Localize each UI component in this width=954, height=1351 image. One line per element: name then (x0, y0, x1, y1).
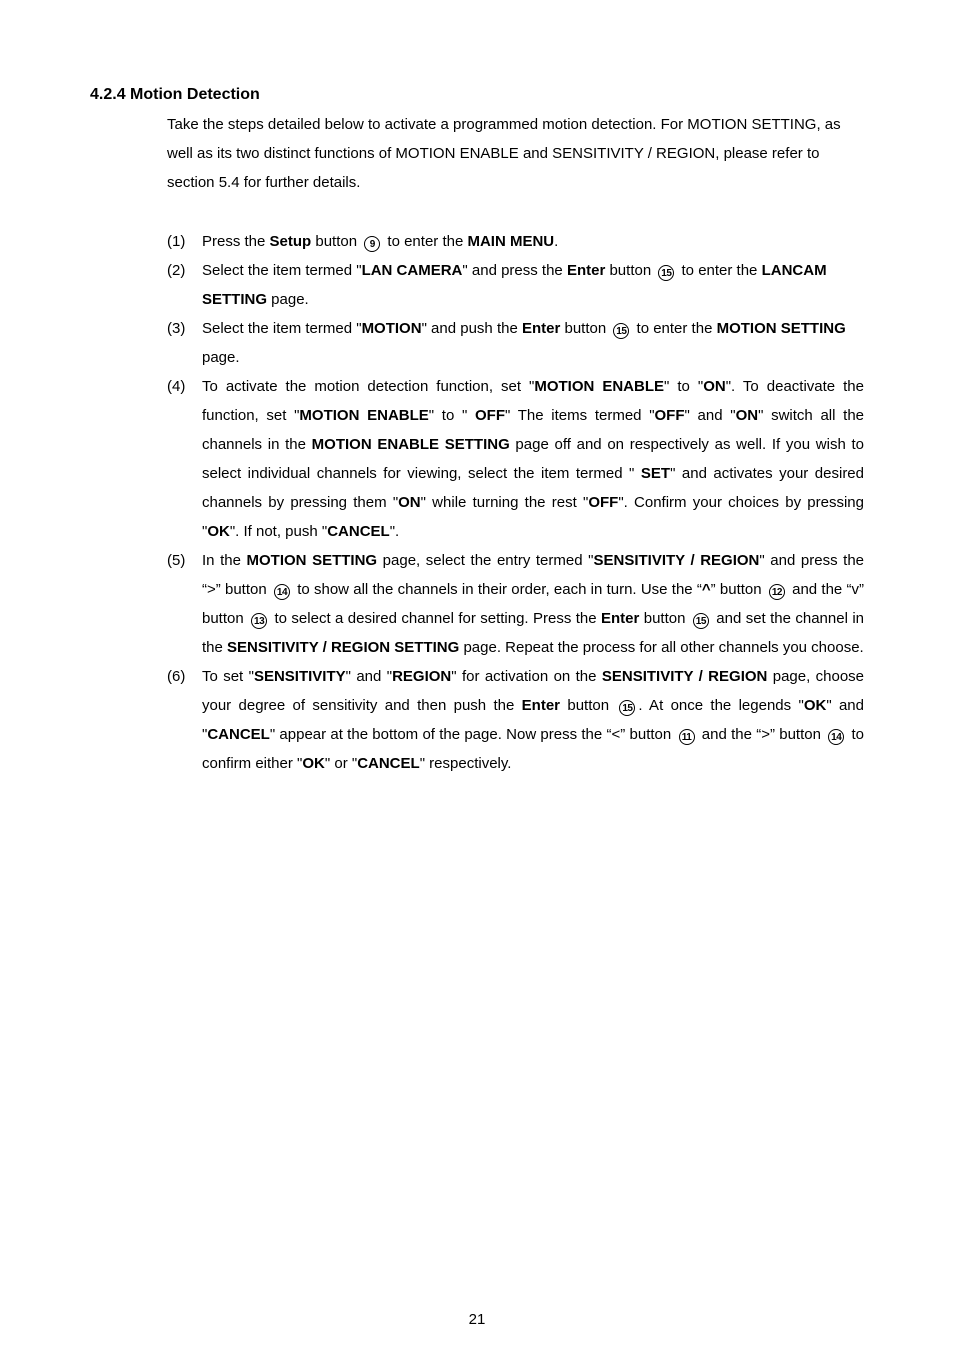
step-item (167, 662, 864, 778)
circled-number-icon: 14 (828, 729, 844, 745)
step-number: (3) (167, 320, 186, 337)
circled-number-icon: 15 (693, 613, 709, 629)
circled-number-icon: 12 (769, 584, 785, 600)
section-heading: 4.2.4 Motion Detection (90, 86, 260, 103)
circled-number-icon: 9 (364, 236, 380, 252)
step-text: In the MOTION SETTING page, select the entry termed "SENSITIVITY / REGION" and press the “>” button 14 to show all the channels in their order, each in turn. Use the “^” button 12 and the “v” button 13 to select a desired channel for setting. Press the Enter button 15 and set the channel in the SENSITIVITY / REGION SETTING page. Repeat the process for all other channels you choose. (202, 552, 865, 656)
step-number: (5) (167, 552, 186, 569)
step-number: (1) (167, 233, 186, 250)
step-item (167, 314, 864, 372)
page-number: 21 (468, 1311, 486, 1328)
circled-number-icon: 15 (619, 700, 635, 716)
step-item (167, 256, 864, 314)
step-item (167, 546, 864, 662)
step-number: (6) (167, 668, 186, 685)
step-text: Press the Setup button 9 to enter the MAIN MENU. (202, 233, 559, 250)
steps-list (167, 227, 864, 778)
intro-paragraph: Take the steps detailed below to activate a programmed motion detection. For MOTION SETTING, as well as its two distinct functions of MOTION ENABLE and SENSITIVITY / REGION, please refer to section 5.4 for further details. (167, 116, 841, 191)
circled-number-icon: 15 (658, 265, 674, 281)
step-text: To activate the motion detection function, set "MOTION ENABLE" to "ON". To deactivate the function, set "MOTION ENABLE" to " OFF" The items termed "OFF" and "ON" switch all the channels in the MOTION ENABLE SETTING page off and on respectively as well. If you wish to select individual channels for viewing, select the item termed " SET" and activates your desired channels by pressing them "ON" while turning the rest "OFF". Confirm your choices by pressing "OK". If not, push "CANCEL". (202, 378, 864, 540)
step-text: Select the item termed "LAN CAMERA" and press the Enter button 15 to enter the LANCAM SETTING page. (202, 262, 827, 308)
step-text: Select the item termed "MOTION" and push the Enter button 15 to enter the MOTION SETTING page. (202, 320, 846, 366)
step-item (167, 227, 864, 256)
step-item (167, 372, 864, 546)
step-number: (4) (167, 378, 186, 395)
circled-number-icon: 11 (679, 729, 695, 745)
circled-number-icon: 13 (251, 613, 267, 629)
circled-number-icon: 14 (274, 584, 290, 600)
circled-number-icon: 15 (613, 323, 629, 339)
step-number: (2) (167, 262, 186, 279)
step-text: To set "SENSITIVITY" and "REGION" for activation on the SENSITIVITY / REGION page, choose your degree of sensitivity and then push the Enter button 15 . At once the legends "OK" and "CANCEL" appear at the bottom of the page. Now press the “<” button 11 and the “>” button 14 to confirm either "OK" or "CANCEL" respectively. (202, 668, 865, 772)
